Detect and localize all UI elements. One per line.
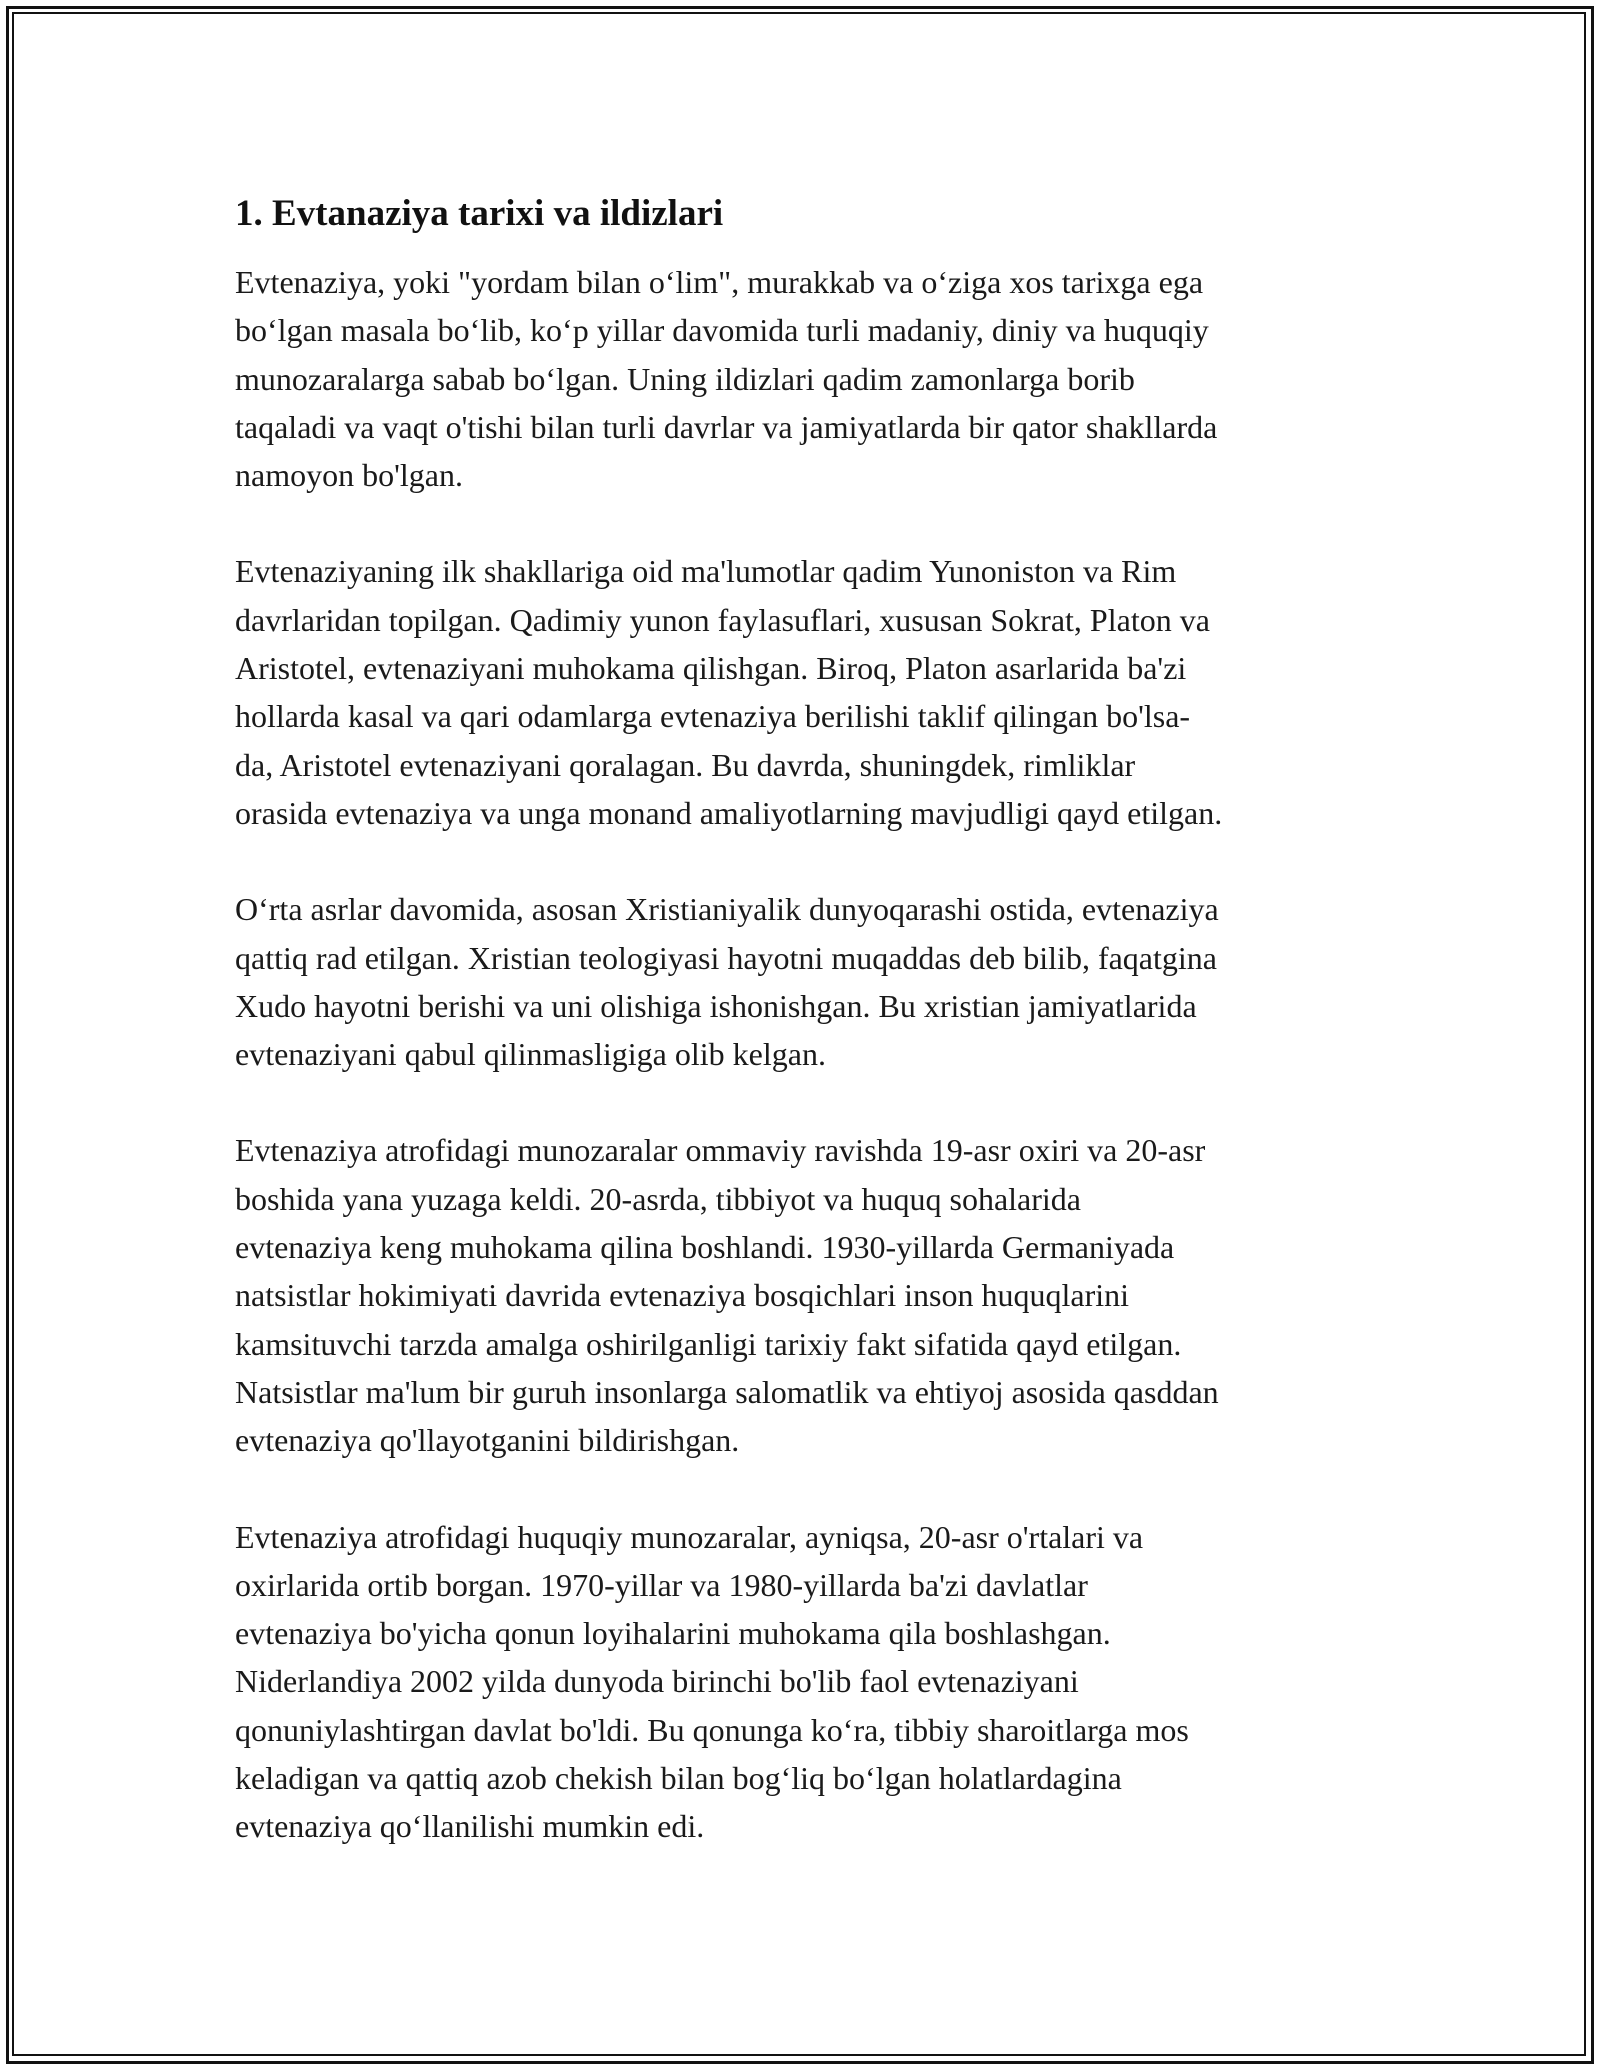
text-line: orasida evtenaziya va unga monand amaliyotlarning mavjudligi qayd etilgan. — [235, 794, 1223, 831]
text-line: Niderlandiya 2002 yilda dunyoda birinchi bo'lib faol evtenaziyani — [235, 1663, 1079, 1700]
text-line: evtenaziyani qabul qilinmasligiga olib kelgan. — [235, 1036, 826, 1073]
text-line: Evtenaziya atrofidagi huquqiy munozaralar, ayniqsa, 20-asr o'rtalari va — [235, 1518, 1144, 1555]
text-line: boshida yana yuzaga keldi. 20-asrda, tibbiyot va huquq sohalarida — [235, 1180, 1081, 1217]
text-line: natsistlar hokimiyati davrida evtenaziya bosqichlari inson huquqlarini — [235, 1277, 1129, 1314]
text-line: da, Aristotel evtenaziyani qoralagan. Bu davrda, shuningdek, rimliklar — [235, 746, 1136, 783]
text-line: munozaralarga sabab bo‘lgan. Uning ildizlari qadim zamonlarga borib — [235, 360, 1135, 397]
paragraph-list — [235, 258, 1375, 1851]
text-line: evtenaziya qo‘llanilishi mumkin edi. — [235, 1808, 705, 1845]
text-line: Aristotel, evtenaziyani muhokama qilishgan. Biroq, Platon asarlarida ba'zi — [235, 650, 1187, 687]
paragraph — [235, 258, 1375, 499]
text-line: taqaladi va vaqt o'tishi bilan turli davrlar va jamiyatlarda bir qator shakllarda — [235, 408, 1218, 445]
text-line: keladigan va qattiq azob chekish bilan bog‘liq bo‘lgan holatlardagina — [235, 1760, 1122, 1797]
document-body — [235, 186, 1375, 1899]
text-line: Evtenaziya atrofidagi munozaralar ommaviy ravishda 19-asr oxiri va 20-asr — [235, 1132, 1206, 1169]
text-line: evtenaziya bo'yicha qonun loyihalarini muhokama qila boshlashgan. — [235, 1615, 1111, 1652]
text-line: evtenaziya qo'llayotganini bildirishgan. — [235, 1422, 740, 1459]
text-line: Natsistlar ma'lum bir guruh insonlarga salomatlik va ehtiyoj asosida qasddan — [235, 1373, 1219, 1410]
text-line: namoyon bo'lgan. — [235, 457, 463, 494]
paragraph — [235, 1513, 1375, 1851]
text-line: qattiq rad etilgan. Xristian teologiyasi hayotni muqaddas deb bilib, faqatgina — [235, 939, 1217, 976]
paragraph — [235, 547, 1375, 837]
text-line: kamsituvchi tarzda amalga oshirilganligi tarixiy fakt sifatida qayd etilgan. — [235, 1325, 1182, 1362]
paragraph — [235, 1126, 1375, 1464]
text-line: Evtenaziya, yoki "yordam bilan o‘lim", murakkab va o‘ziga xos tarixga ega — [235, 264, 1204, 300]
text-line: qonuniylashtirgan davlat bo'ldi. Bu qonunga ko‘ra, tibbiy sharoitlarga mos — [235, 1711, 1189, 1748]
text-line: oxirlarida ortib borgan. 1970-yillar va 1980-yillarda ba'zi davlatlar — [235, 1566, 1088, 1603]
text-line: hollarda kasal va qari odamlarga evtenaziya berilishi taklif qilingan bo'lsa- — [235, 698, 1191, 735]
text-line: davrlaridan topilgan. Qadimiy yunon faylasuflari, xususan Sokrat, Platon va — [235, 601, 1210, 638]
text-line: bo‘lgan masala bo‘lib, ko‘p yillar davomida turli madaniy, diniy va huquqiy — [235, 312, 1209, 349]
text-line: evtenaziya keng muhokama qilina boshlandi. 1930-yillarda Germaniyada — [235, 1229, 1175, 1266]
text-line: O‘rta asrlar davomida, asosan Xristianiyalik dunyoqarashi ostida, evtenaziya — [235, 891, 1219, 928]
text-line: Evtenaziyaning ilk shakllariga oid ma'lumotlar qadim Yunoniston va Rim — [235, 553, 1177, 590]
section-heading: 1. Evtanaziya tarixi va ildizlari — [235, 193, 724, 234]
paragraph — [235, 885, 1375, 1078]
text-line: Xudo hayotni berishi va uni olishiga ishonishgan. Bu xristian jamiyatlarida — [235, 987, 1197, 1024]
